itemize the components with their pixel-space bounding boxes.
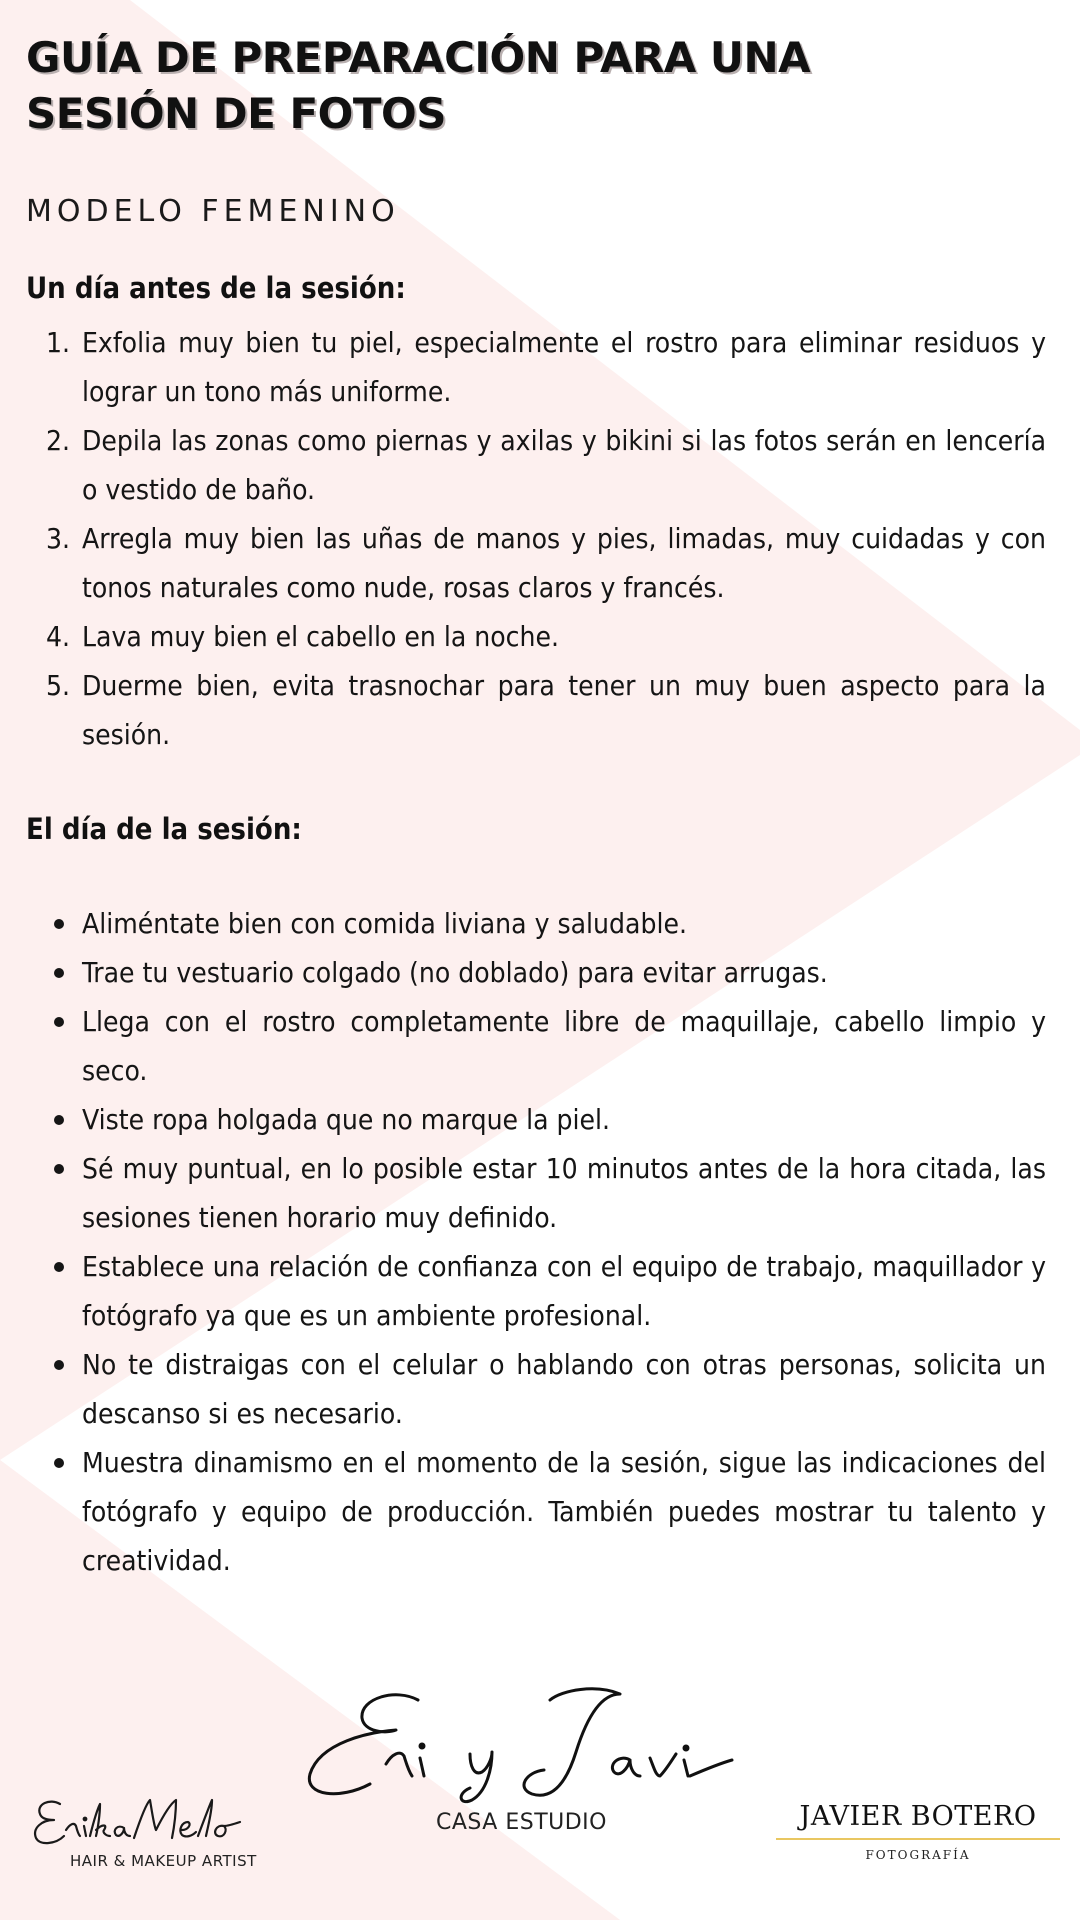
list-item [26, 1242, 1046, 1340]
list-item [26, 997, 1046, 1095]
item-text: Muestra dinamismo en el momento de la sesión, sigue las indicaciones del fotógrafo y equipo de producción. También puedes mostrar tu talento y creatividad. [82, 1446, 1046, 1577]
javier-botero-logo [776, 1800, 1060, 1870]
javier-botero-name: JAVIER BOTERO [799, 1801, 1037, 1832]
item-text: Arregla muy bien las uñas de manos y pies, limadas, muy cuidadas y con tonos naturales como nude, rosas claros y francés. [82, 522, 1046, 604]
item-text: Sé muy puntual, en lo posible estar 10 minutos antes de la hora citada, las sesiones tienen horario muy definido. [82, 1152, 1046, 1234]
erika-melo-script-logo [30, 1790, 270, 1852]
bullet-icon [54, 1262, 64, 1272]
item-text: Viste ropa holgada que no marque la piel. [82, 1103, 610, 1136]
erika-melo-logo [30, 1790, 270, 1880]
list-item [26, 416, 1046, 514]
list-item [26, 1144, 1046, 1242]
item-text: Llega con el rostro completamente libre de maquillaje, cabello limpio y seco. [82, 1005, 1046, 1087]
list-item [26, 1340, 1046, 1438]
bullet-icon [54, 1115, 64, 1125]
item-text: Establece una relación de confianza con el equipo de trabajo, maquillador y fotógrafo ya que es un ambiente profesional. [82, 1250, 1046, 1332]
eri-y-javi-script-logo [300, 1680, 740, 1810]
item-number: 5. [46, 669, 71, 702]
bullet-icon [54, 919, 64, 929]
bullet-icon [54, 1164, 64, 1174]
page-title-line-1: GUÍA DE PREPARACIÓN PARA UNA [26, 33, 811, 82]
section-heading-day: El día de la sesión: [26, 812, 302, 846]
item-number: 3. [46, 522, 71, 555]
bullet-icon [54, 968, 64, 978]
javier-botero-gold-rule [776, 1838, 1060, 1840]
steps-list [26, 318, 1046, 759]
page-title-line-2: SESIÓN DE FOTOS [26, 89, 446, 138]
item-number: 4. [46, 620, 71, 653]
list-item [26, 661, 1046, 759]
list-item [26, 1095, 1046, 1144]
list-item [26, 514, 1046, 612]
bullet-icon [54, 1458, 64, 1468]
javier-botero-tagline: FOTOGRAFÍA [865, 1848, 971, 1862]
item-text: Duerme bien, evita trasnochar para tener un muy buen aspecto para la sesión. [82, 669, 1046, 751]
item-text: Aliméntate bien con comida liviana y saludable. [82, 907, 687, 940]
eri-y-javi-logo [300, 1680, 740, 1840]
item-text: Depila las zonas como piernas y axilas y bikini si las fotos serán en lencería o vestido de baño. [82, 424, 1046, 506]
document-body [26, 30, 1046, 1585]
section-heading-before: Un día antes de la sesión: [26, 271, 406, 305]
bullet-icon [54, 1017, 64, 1027]
list-item [26, 318, 1046, 416]
item-number: 2. [46, 424, 71, 457]
eri-y-javi-tagline: CASA ESTUDIO [436, 1810, 607, 1835]
page-title [26, 30, 1046, 142]
erika-melo-tagline: HAIR & MAKEUP ARTIST [70, 1852, 257, 1870]
list-item [26, 899, 1046, 948]
page-subtitle: MODELO FEMENINO [26, 194, 400, 229]
item-text: Trae tu vestuario colgado (no doblado) para evitar arrugas. [82, 956, 828, 989]
tips-list [26, 899, 1046, 1585]
item-number: 1. [46, 326, 71, 359]
bullet-icon [54, 1360, 64, 1370]
list-item [26, 948, 1046, 997]
item-text: No te distraigas con el celular o hablando con otras personas, solicita un descanso si es necesario. [82, 1348, 1046, 1430]
item-text: Lava muy bien el cabello en la noche. [82, 620, 559, 653]
list-item [26, 1438, 1046, 1585]
item-text: Exfolia muy bien tu piel, especialmente el rostro para eliminar residuos y lograr un tono más uniforme. [82, 326, 1046, 408]
list-item [26, 612, 1046, 661]
